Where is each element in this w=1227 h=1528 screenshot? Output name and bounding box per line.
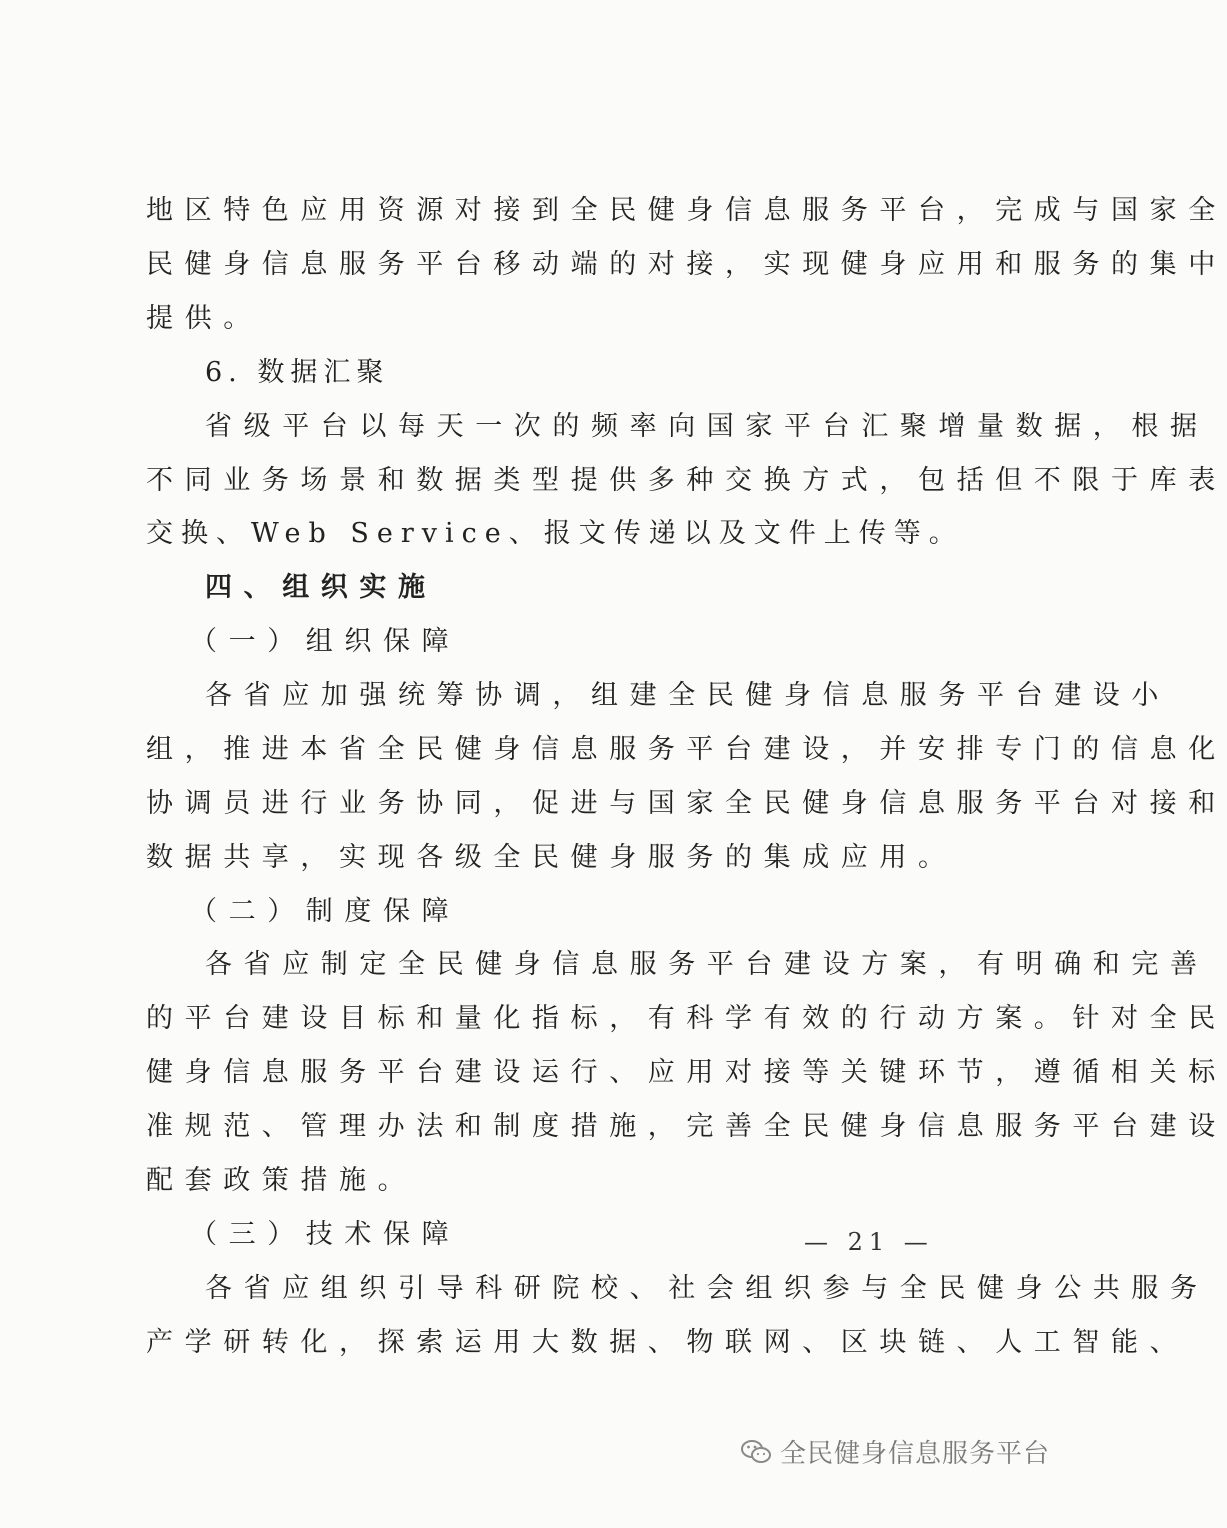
body-text-line: 提供。 xyxy=(146,303,262,334)
body-text-line: 各省应组织引导科研院校、社会组织参与全民健身公共服务 xyxy=(205,1273,1209,1304)
body-text-line: 产学研转化，探索运用大数据、物联网、区块链、人工智能、 xyxy=(146,1327,1189,1358)
body-text-line: 交换、Web Service、报文传递以及文件上传等。 xyxy=(146,518,964,549)
body-text-line: 准规范、管理办法和制度措施，完善全民健身信息服务平台建设 xyxy=(146,1111,1227,1142)
body-text-line: 省级平台以每天一次的频率向国家平台汇聚增量数据，根据 xyxy=(205,411,1209,442)
page-number: — 21 — xyxy=(804,1228,934,1256)
body-text-line: 组，推进本省全民健身信息服务平台建设，并安排专门的信息化 xyxy=(146,734,1227,765)
body-text-line: 地区特色应用资源对接到全民健身信息服务平台，完成与国家全 xyxy=(146,195,1227,226)
body-text-line: 民健身信息服务平台移动端的对接，实现健身应用和服务的集中 xyxy=(146,249,1227,280)
subsection-heading: （三）技术保障 xyxy=(190,1219,461,1250)
watermark xyxy=(740,1433,1050,1470)
body-text-line: 协调员进行业务协同，促进与国家全民健身信息服务平台对接和 xyxy=(146,788,1227,819)
body-text-line: 配套政策措施。 xyxy=(146,1165,417,1196)
watermark-text: 全民健身信息服务平台 xyxy=(780,1439,1051,1469)
body-text-line: 数据共享，实现各级全民健身服务的集成应用。 xyxy=(146,842,957,873)
body-text-line: 不同业务场景和数据类型提供多种交换方式，包括但不限于库表 xyxy=(146,465,1227,496)
item-heading: 6. 数据汇聚 xyxy=(205,357,390,388)
body-text-line: 健身信息服务平台建设运行、应用对接等关键环节，遵循相关标 xyxy=(146,1057,1227,1088)
subsection-heading: （一）组织保障 xyxy=(190,626,461,657)
body-text-line: 各省应制定全民健身信息服务平台建设方案，有明确和完善 xyxy=(205,949,1209,980)
body-text-line: 的平台建设目标和量化指标，有科学有效的行动方案。针对全民 xyxy=(146,1003,1227,1034)
subsection-heading: （二）制度保障 xyxy=(190,896,461,927)
body-text-line: 各省应加强统筹协调，组建全民健身信息服务平台建设小 xyxy=(205,680,1170,711)
section-heading: 四、组织实施 xyxy=(205,572,437,603)
wechat-icon xyxy=(740,1438,772,1466)
